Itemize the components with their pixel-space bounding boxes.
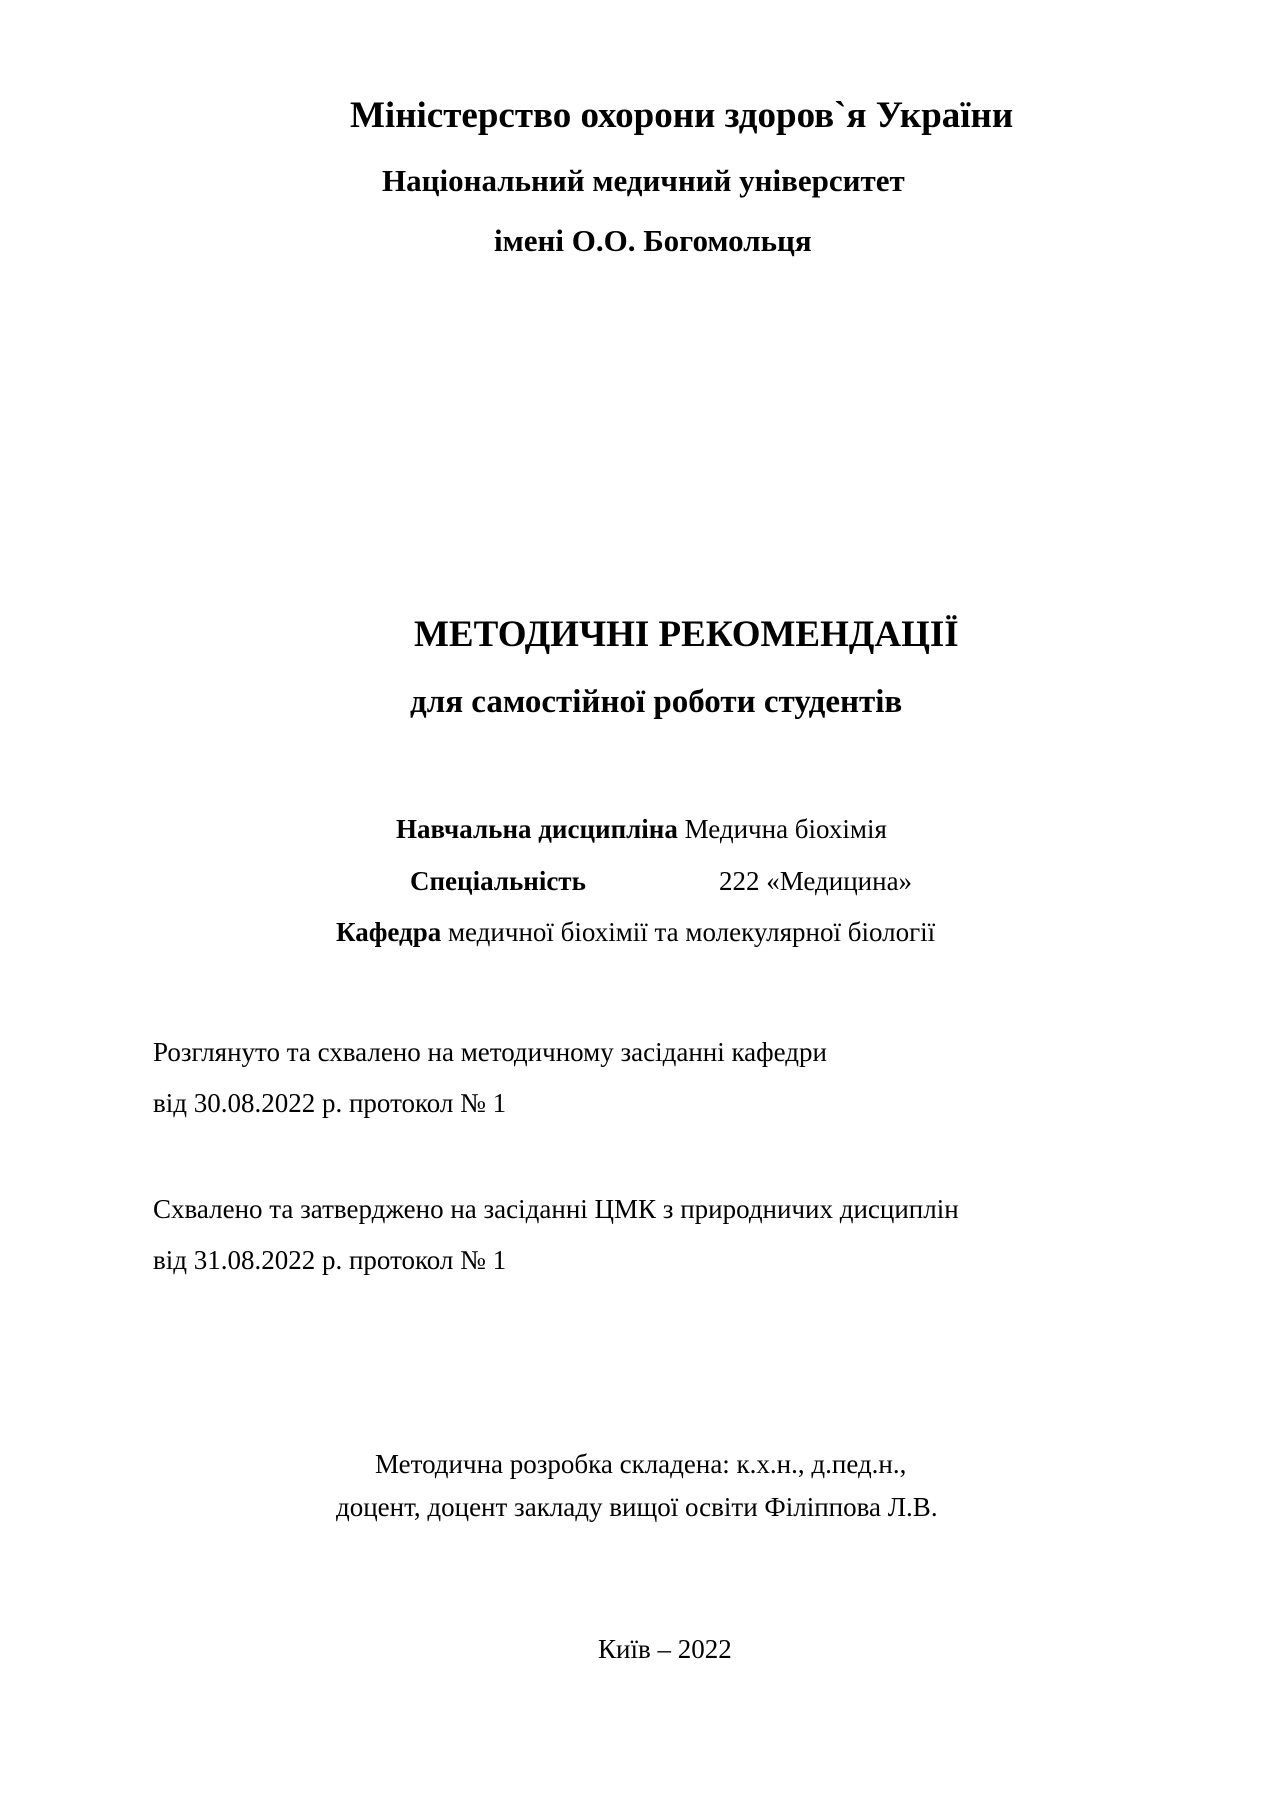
university-heading: Національний медичний університет bbox=[382, 163, 905, 198]
department-label: Кафедра bbox=[336, 917, 442, 947]
author-line-1: Методична розробка складена: к.х.н., д.пед.н., bbox=[375, 1449, 907, 1479]
discipline-label: Навчальна дисципліна bbox=[396, 814, 678, 844]
dept-approval-line: Розглянуто та схвалено на методичному засіданні кафедри bbox=[153, 1037, 827, 1067]
cmk-approval-line: Схвалено та затверджено на засіданні ЦМК з природничих дисциплін bbox=[153, 1194, 959, 1224]
cmk-approval-date: від 31.08.2022 р. протокол № 1 bbox=[153, 1245, 507, 1275]
dept-approval-date: від 30.08.2022 р. протокол № 1 bbox=[153, 1088, 507, 1118]
discipline-value: Медична біохімія bbox=[684, 814, 887, 844]
department-value: медичної біохімії та молекулярної біології bbox=[447, 917, 936, 947]
document-title: МЕТОДИЧНІ РЕКОМЕНДАЦІЇ bbox=[414, 614, 959, 655]
ministry-heading: Міністерство охорони здоров`я України bbox=[350, 95, 1014, 136]
discipline-row bbox=[396, 816, 887, 843]
specialty-label: Спеціальність bbox=[410, 866, 586, 896]
author-line-2: доцент, доцент закладу вищої освіти Філіппова Л.В. bbox=[336, 1492, 938, 1522]
department-row bbox=[336, 919, 935, 946]
document-subtitle: для самостійної роботи студентів bbox=[410, 684, 903, 720]
city-year: Київ – 2022 bbox=[598, 1634, 732, 1664]
university-named-after: імені О.О. Богомольця bbox=[494, 223, 812, 258]
specialty-value: 222 «Медицина» bbox=[719, 866, 913, 896]
